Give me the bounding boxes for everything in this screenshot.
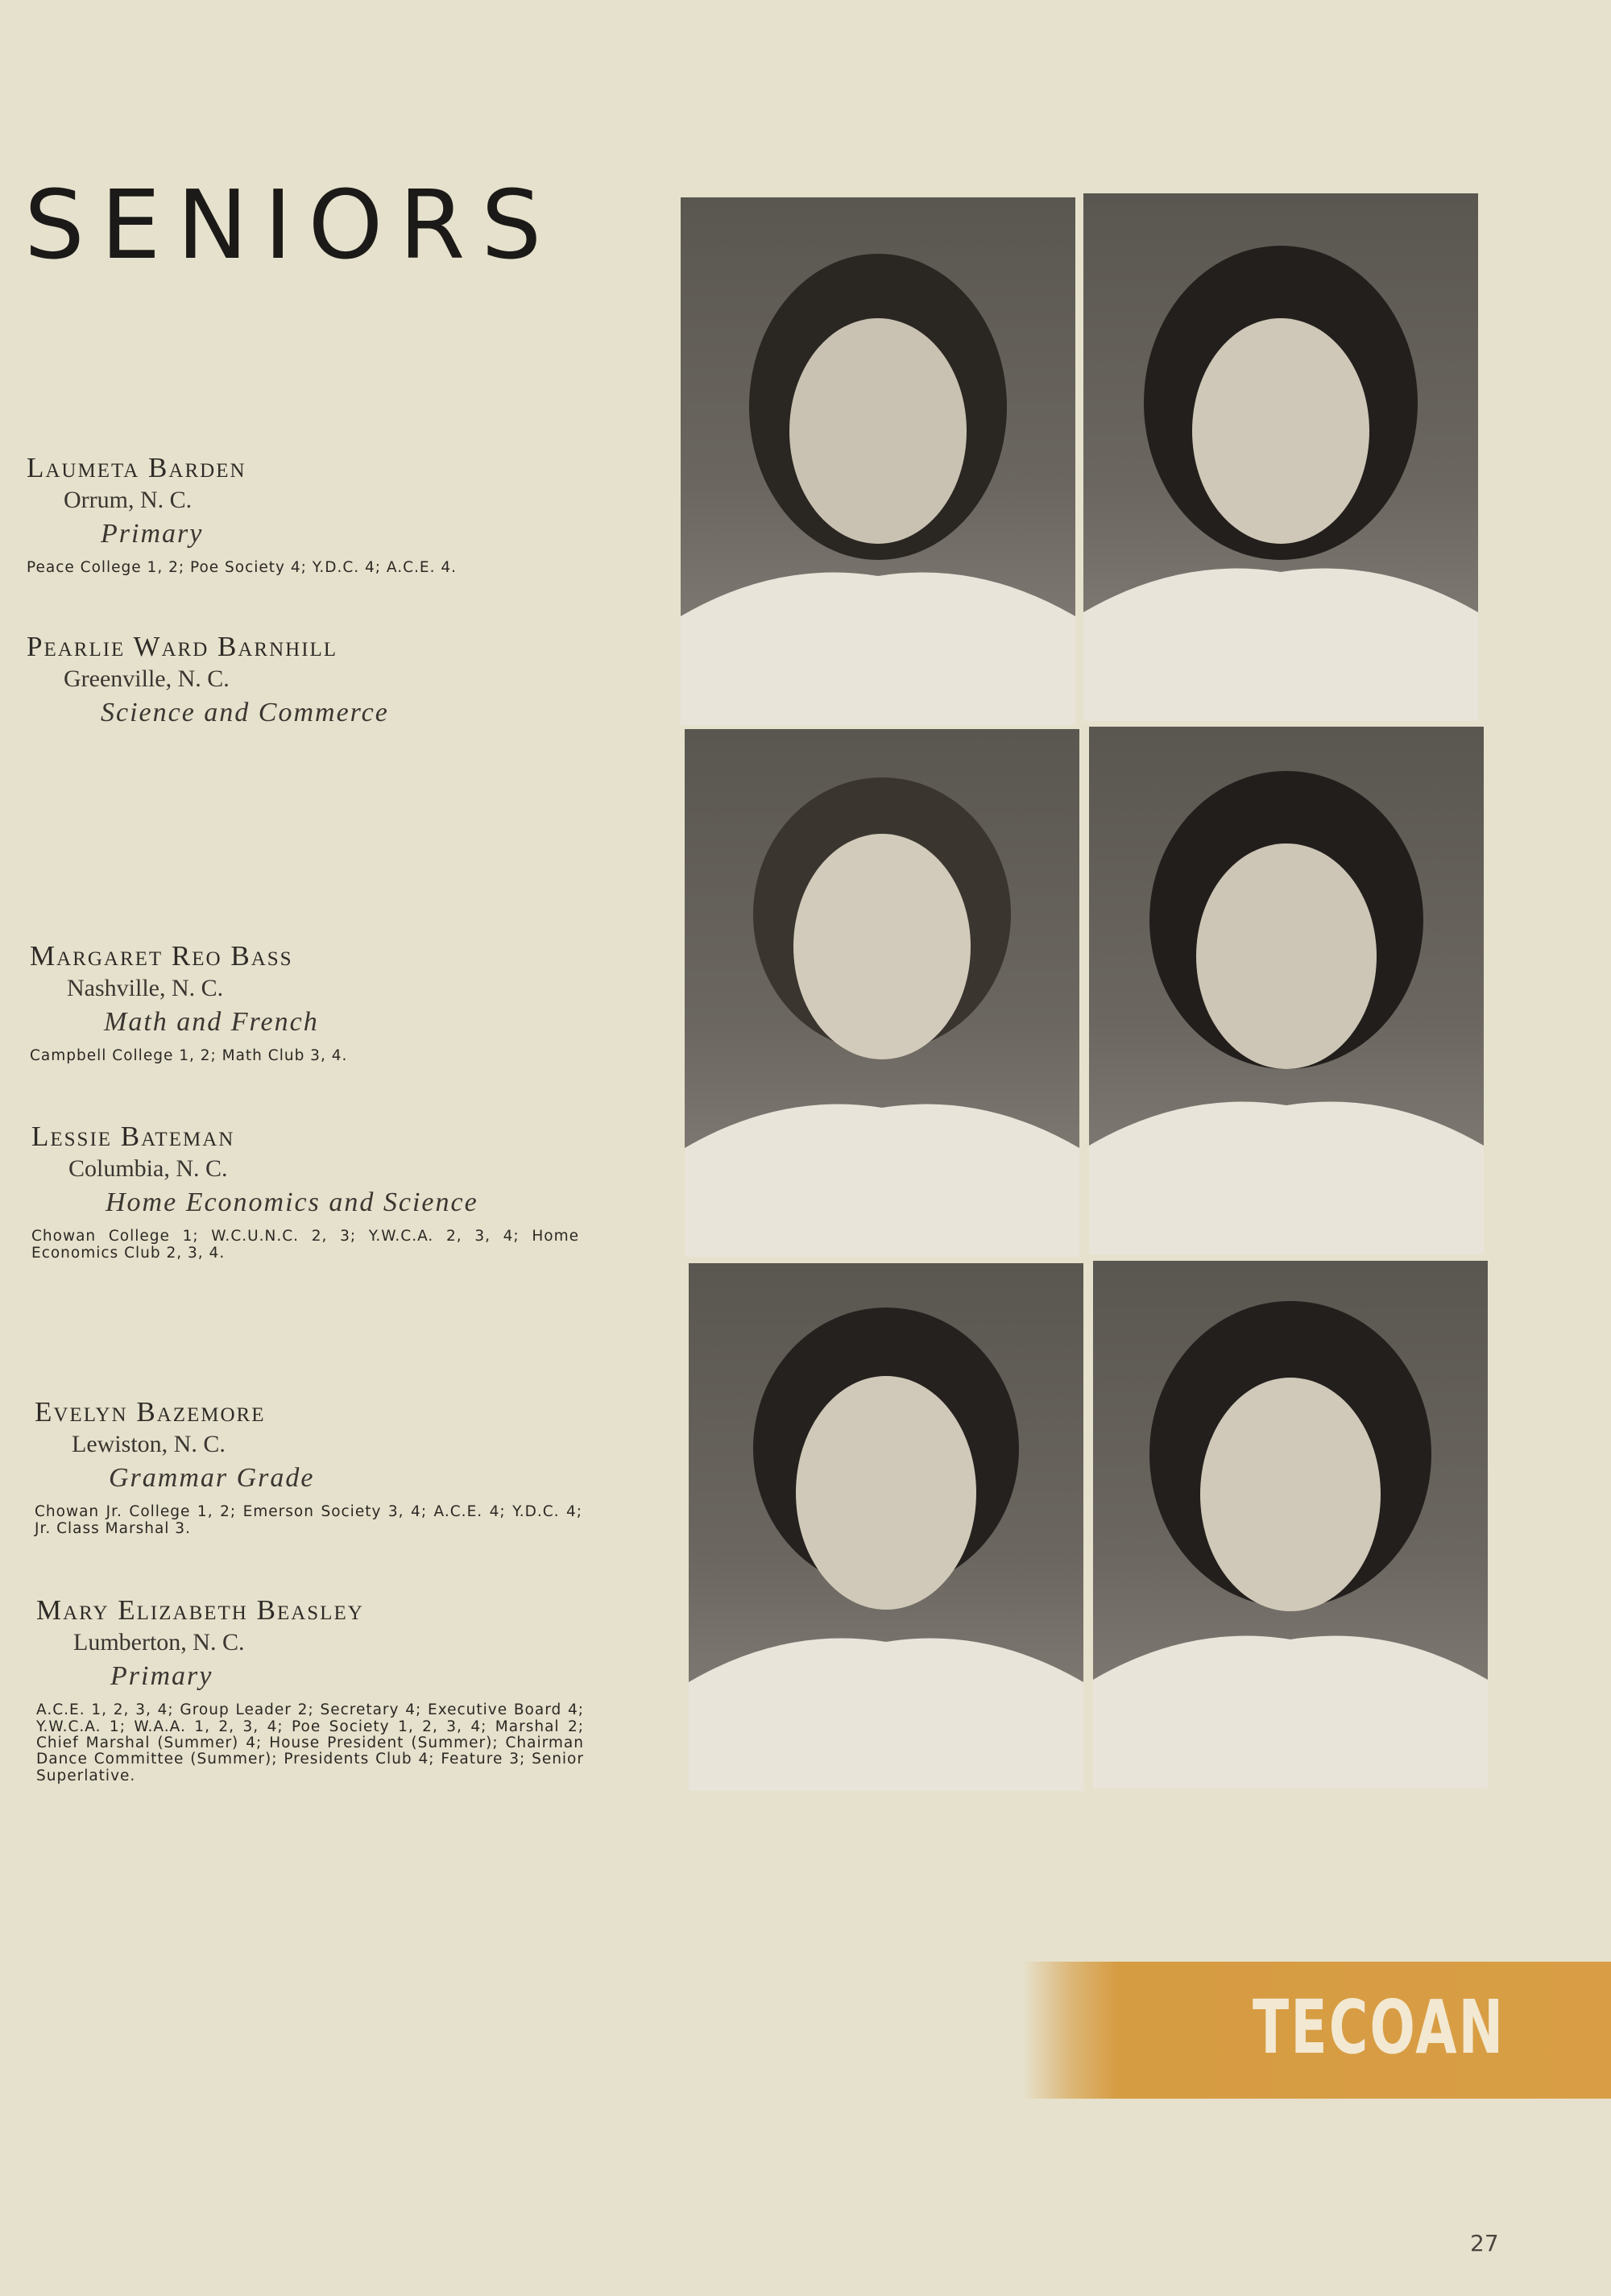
- senior-hometown: Orrum, N. C.: [64, 486, 193, 513]
- senior-hometown: Columbia, N. C.: [68, 1154, 228, 1182]
- senior-portrait-photo: [681, 197, 1075, 725]
- page-number: 27: [1470, 2230, 1499, 2257]
- senior-name: Lessie Bateman: [31, 1121, 235, 1152]
- senior-hometown: Lumberton, N. C.: [73, 1628, 245, 1656]
- senior-name: Pearlie Ward Barnhill: [27, 631, 338, 662]
- senior-major: Primary: [101, 519, 204, 549]
- senior-major: Math and French: [104, 1007, 319, 1037]
- senior-name: Evelyn Bazemore: [35, 1396, 266, 1428]
- senior-activities: Peace College 1, 2; Poe Society 4; Y.D.C. 4; A.C.E. 4.: [27, 559, 457, 577]
- senior-portrait-photo: [1089, 727, 1484, 1254]
- senior-activities: Campbell College 1, 2; Math Club 3, 4.: [30, 1047, 348, 1065]
- senior-entry: [31, 1121, 579, 1262]
- senior-activities: Chowan College 1; W.C.U.N.C. 2, 3; Y.W.C.A. 2, 3, 4; Home Economics Club 2, 3, 4.: [31, 1228, 579, 1262]
- senior-hometown: Lewiston, N. C.: [72, 1430, 226, 1457]
- senior-portrait-photo: [1083, 193, 1478, 721]
- senior-activities: A.C.E. 1, 2, 3, 4; Group Leader 2; Secretary 4; Executive Board 4; Y.W.C.A. 1; W.A.A. 1, 2, 3, 4; Poe Society 1, 2, 3, 4; Marshal 2; Chief Marshal (Summer) 4; House President (Summer); Chairman Dance Committee (Summer); Presidents Club 4; Feature 3; Senior Superlative.: [36, 1701, 584, 1784]
- senior-major: Grammar Grade: [109, 1463, 315, 1493]
- senior-entry: [30, 941, 578, 1065]
- senior-hometown: Greenville, N. C.: [64, 665, 230, 692]
- senior-major: Primary: [110, 1661, 213, 1691]
- senior-portrait-photo: [1093, 1261, 1488, 1788]
- senior-major: Home Economics and Science: [106, 1187, 478, 1217]
- senior-name: Mary Elizabeth Beasley: [36, 1594, 364, 1626]
- page-title: SENIORS: [24, 169, 558, 280]
- senior-major: Science and Commerce: [101, 698, 389, 727]
- senior-entry: [36, 1595, 584, 1784]
- senior-portrait-photo: [685, 729, 1079, 1257]
- senior-name: Laumeta Barden: [27, 452, 246, 483]
- senior-name: Margaret Reo Bass: [30, 940, 293, 972]
- senior-portrait-photo: [689, 1263, 1083, 1791]
- footer-brand-text: TECOAN: [1253, 1984, 1505, 2070]
- senior-entry: [27, 632, 389, 731]
- senior-hometown: Nashville, N. C.: [67, 974, 224, 1001]
- senior-activities: Chowan Jr. College 1, 2; Emerson Society 3, 4; A.C.E. 4; Y.D.C. 4; Jr. Class Marshal 3.: [35, 1503, 582, 1537]
- senior-entry: [27, 453, 574, 577]
- senior-entry: [35, 1397, 582, 1537]
